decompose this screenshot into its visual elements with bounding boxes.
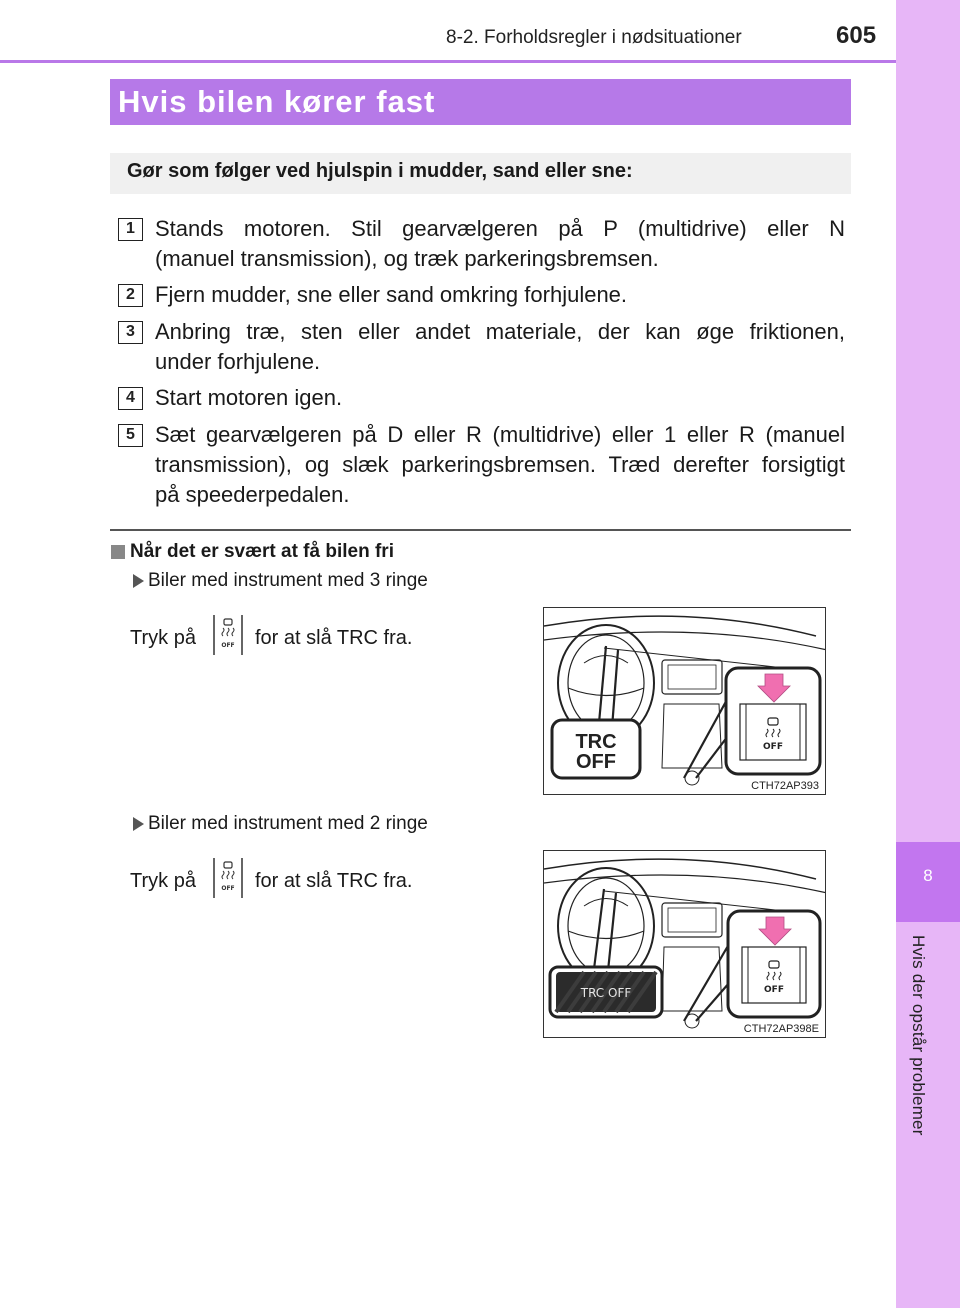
chapter-sidebar [896,0,960,1308]
subsection-bullet-icon [111,545,125,559]
step-5-line-1: Sæt gearvælgeren på D eller R (multidrive) eller 1 eller R (manuel [155,422,845,447]
callout-off-text: OFF [576,751,616,773]
instruction-text-before: Tryk på [130,627,196,649]
step-3-line-2: under forhjulene. [155,349,321,374]
trc-off-button-icon [211,856,245,900]
image-code: CTH72AP398E [743,1023,819,1035]
dashboard-drawing [544,608,826,795]
step-1-line-2: (manuel transmission), og træk parkeringsbremsen. [155,246,659,271]
subsection-heading: Når det er svært at få bilen fri [130,541,394,562]
step-number-1: 1 [118,218,143,241]
triangle-bullet-icon [133,574,144,588]
step-3-line-1: Anbring træ, sten eller andet materiale, der kan øge friktionen, [155,319,845,344]
header-section-title: 8-2. Forholdsregler i nødsituationer [446,27,742,48]
instruction-text-before: Tryk på [130,870,196,892]
zoom-button-off-text: OFF [764,985,784,995]
section-title: Hvis bilen kører fast [118,84,436,119]
chapter-number: 8 [923,866,933,885]
trc-off-button-text: OFF [221,885,235,892]
step-1-line-1: Stands motoren. Stil gearvælgeren på P (multidrive) eller N [155,216,845,241]
intro-text: Gør som følger ved hjulspin i mudder, sand eller sne: [127,160,633,182]
header-rule [0,60,896,63]
zoom-button-off-text: OFF [763,742,783,752]
callout-trc-text: TRC [575,731,617,753]
step-number-4: 4 [118,387,143,410]
step-number-3: 3 [118,321,143,344]
triangle-bullet-icon [133,817,144,831]
chapter-title: Hvis der opstår problemer [909,935,928,1136]
step-5-line-3: på speederpedalen. [155,482,350,507]
dashboard-illustration-2-ring [543,850,826,1038]
callout-trc-off-text: TRC OFF [580,986,632,1000]
trc-off-button-icon [211,613,245,657]
section-divider [110,529,851,531]
instruction-text-after: for at slå TRC fra. [255,627,413,649]
page-number: 605 [836,22,877,49]
step-number-2: 2 [118,284,143,307]
step-5-line-2: transmission), og slæk parkeringsbremsen. Træd derefter forsigtigt [155,452,845,477]
variant-2-label: Biler med instrument med 2 ringe [148,813,428,834]
trc-off-button-text: OFF [221,642,235,649]
step-2-line-1: Fjern mudder, sne eller sand omkring forhjulene. [155,282,628,307]
step-number-5: 5 [118,424,143,447]
instruction-text-after: for at slå TRC fra. [255,870,413,892]
dashboard-drawing [544,851,826,1038]
variant-1-label: Biler med instrument med 3 ringe [148,570,428,591]
dashboard-illustration-3-ring [543,607,826,795]
step-4-line-1: Start motoren igen. [155,385,343,410]
image-code: CTH72AP393 [751,780,819,792]
